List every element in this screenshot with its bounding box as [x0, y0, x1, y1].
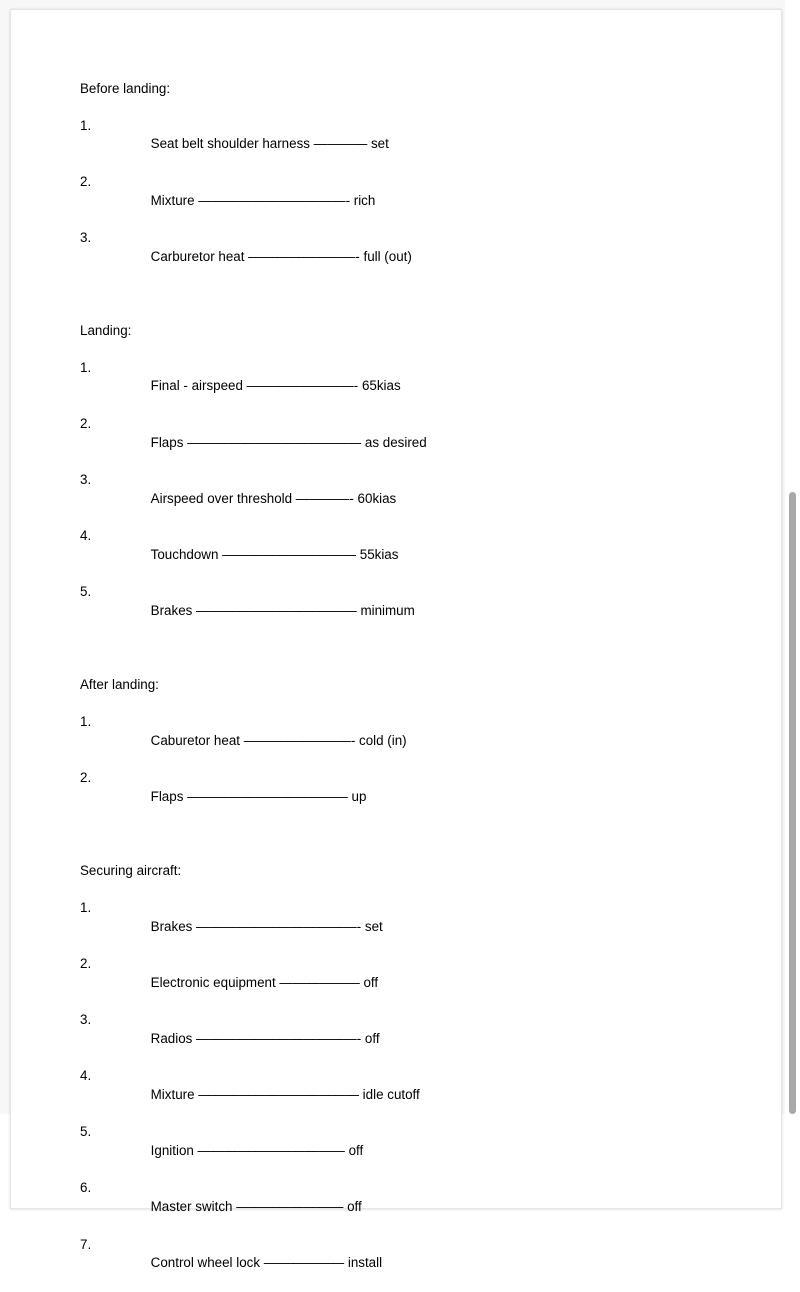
list-item-text: Mixture ———————————- rich	[150, 192, 376, 208]
list-item-number: 3.	[80, 229, 92, 245]
list-item-text: Radios ————————————- off	[150, 1030, 380, 1046]
section-spacer	[80, 639, 720, 676]
list-item-text: Seat belt shoulder harness ———— set	[150, 136, 389, 152]
section-heading: Before landing:	[80, 81, 171, 96]
list-item	[80, 583, 720, 639]
paragraph-spacer	[80, 881, 720, 899]
list-item-text: Final - airspeed ————————- 65kias	[150, 378, 401, 394]
list-item	[80, 713, 720, 769]
list-item	[80, 1236, 720, 1292]
section-heading: Securing aircraft:	[80, 863, 182, 879]
checklist-securing-aircraft	[80, 899, 720, 1292]
list-item-number: 4.	[80, 528, 92, 544]
list-item	[80, 955, 720, 1011]
paragraph-spacer	[80, 99, 720, 117]
vertical-scrollbar-thumb[interactable]	[789, 492, 796, 1114]
list-item-text: Electronic equipment —————— off	[150, 974, 379, 990]
list-item-text: Brakes ————————————- set	[150, 918, 383, 934]
section-heading: After landing:	[80, 677, 159, 693]
checklist-after-landing	[80, 713, 720, 825]
list-item	[80, 899, 720, 955]
list-item-text: Mixture ———————————— idle cutoff	[150, 1086, 420, 1102]
list-item-text: Flaps ———————————— up	[150, 788, 367, 804]
section-landing	[80, 322, 720, 639]
list-item-number: 3.	[80, 1012, 92, 1028]
list-item-number: 2.	[80, 415, 92, 431]
list-item-number: 1.	[80, 359, 92, 375]
list-item	[80, 1011, 720, 1067]
list-item-number: 5.	[80, 1124, 92, 1140]
list-item	[80, 471, 720, 527]
list-item	[80, 769, 720, 825]
list-item-number: 2.	[80, 173, 92, 189]
vertical-scrollbar-track[interactable]	[785, 0, 800, 1114]
list-item-text: Master switch ———————— off	[150, 1199, 362, 1215]
list-item	[80, 229, 720, 285]
list-item-number: 1.	[80, 117, 92, 133]
section-before-landing	[80, 80, 720, 285]
list-item	[80, 173, 720, 229]
section-spacer	[80, 825, 720, 862]
document-page[interactable]	[10, 9, 782, 1271]
list-item-number: 2.	[80, 770, 92, 786]
list-item	[80, 1123, 720, 1179]
list-item-text: Touchdown —————————— 55kias	[150, 546, 399, 562]
list-item-number: 1.	[80, 713, 92, 729]
list-item	[80, 117, 720, 173]
list-item-number: 6.	[80, 1180, 92, 1196]
list-item	[80, 1179, 720, 1235]
list-item	[80, 1067, 720, 1123]
paragraph-spacer	[80, 341, 720, 359]
list-item-text: Carburetor heat ————————- full (out)	[150, 248, 412, 264]
list-item	[80, 527, 720, 583]
checklist-landing	[80, 359, 720, 640]
list-item-number: 7.	[80, 1236, 92, 1252]
list-item	[80, 415, 720, 471]
section-securing-aircraft	[80, 862, 720, 1291]
checklist-before-landing	[80, 117, 720, 285]
list-item	[80, 359, 720, 415]
paragraph-spacer	[80, 695, 720, 713]
section-after-landing	[80, 676, 720, 825]
list-item-number: 4.	[80, 1068, 92, 1084]
list-item-number: 1.	[80, 899, 92, 915]
section-heading: Landing:	[80, 323, 132, 339]
list-item-text: Flaps ————————————— as desired	[150, 434, 427, 450]
section-spacer	[80, 285, 720, 322]
list-item-number: 5.	[80, 584, 92, 600]
list-item-text: Brakes ———————————— minimum	[150, 602, 415, 618]
list-item-text: Control wheel lock —————— install	[150, 1255, 383, 1271]
list-item-number: 2.	[80, 956, 92, 972]
list-item-text: Airspeed over threshold ————- 60kias	[150, 490, 397, 506]
list-item-text: Caburetor heat ————————- cold (in)	[150, 732, 407, 748]
list-item-text: Ignition ——————————— off	[150, 1143, 364, 1159]
list-item-number: 3.	[80, 471, 92, 487]
document-body	[80, 80, 720, 1292]
